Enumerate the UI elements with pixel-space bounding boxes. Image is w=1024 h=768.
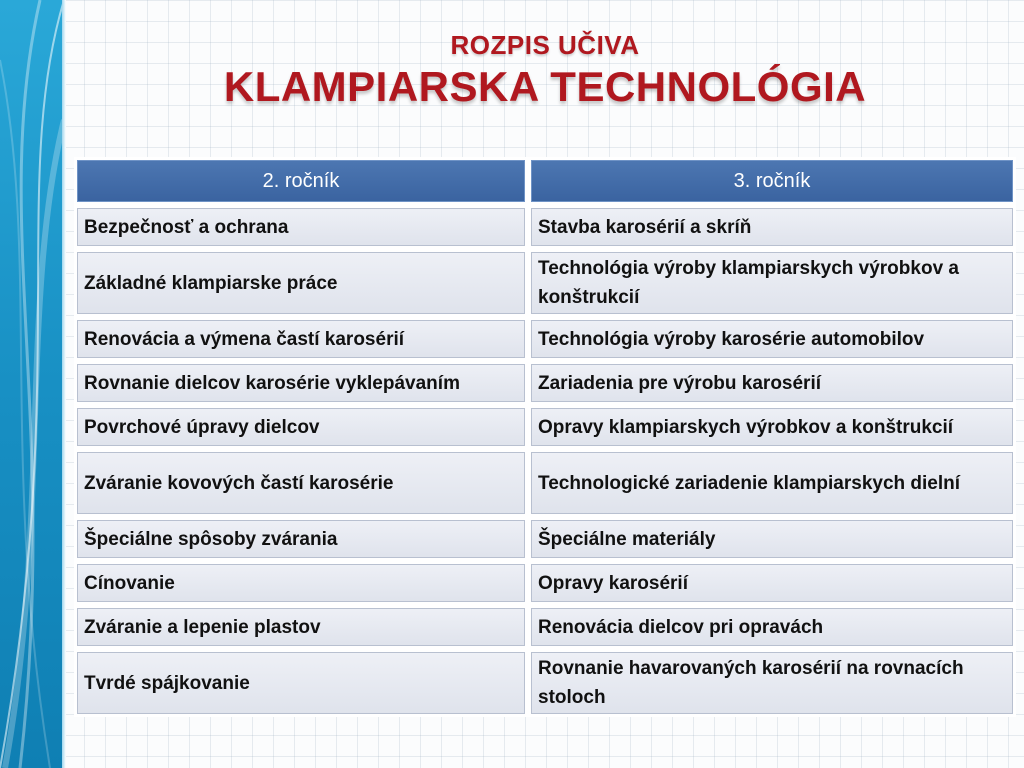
table-row <box>74 517 1016 561</box>
cell-text: Bezpečnosť a ochrana <box>84 216 289 238</box>
table-cell <box>528 205 1016 249</box>
slide-title <box>66 30 1024 111</box>
header-label: 2. ročník <box>262 169 340 192</box>
table-row <box>74 449 1016 517</box>
cell-text: Tvrdé spájkovanie <box>84 672 250 694</box>
table-cell <box>528 317 1016 361</box>
table-cell <box>74 249 528 317</box>
cell-text: Zariadenia pre výrobu karosérií <box>538 372 822 394</box>
table-row <box>74 405 1016 449</box>
cell-text: Technológia výroby klampiarskych výrobkov a konštrukcií <box>538 258 959 308</box>
cell-text: Opravy karosérií <box>538 572 688 594</box>
cell-text: Zváranie kovových častí karosérie <box>84 472 394 494</box>
curriculum-table <box>74 157 1016 717</box>
table-cell <box>528 449 1016 517</box>
table-cell <box>74 605 528 649</box>
table-cell <box>528 405 1016 449</box>
cell-text: Renovácia a výmena častí karosérií <box>84 328 405 350</box>
cell-text: Špeciálne materiály <box>538 528 716 550</box>
table-row <box>74 605 1016 649</box>
table-cell <box>74 317 528 361</box>
table-row <box>74 205 1016 249</box>
table-row <box>74 561 1016 605</box>
cell-text: Cínovanie <box>84 572 175 594</box>
table-cell <box>74 561 528 605</box>
table-cell <box>528 649 1016 717</box>
table-row <box>74 317 1016 361</box>
cell-text: Technológia výroby karosérie automobilov <box>538 328 925 350</box>
table-row <box>74 249 1016 317</box>
cell-text: Rovnanie dielcov karosérie vyklepávaním <box>84 372 460 394</box>
cell-text: Renovácia dielcov pri opravách <box>538 616 824 638</box>
header-label: 3. ročník <box>733 169 811 192</box>
table-row <box>74 649 1016 717</box>
cell-text: Povrchové úpravy dielcov <box>84 416 320 438</box>
table-header-row <box>74 157 1016 205</box>
table-cell <box>528 561 1016 605</box>
slide-main-title: KLAMPIARSKA TECHNOLÓGIA <box>223 63 867 110</box>
header-cell-year-2 <box>74 157 528 205</box>
table-row <box>74 361 1016 405</box>
cell-text: Rovnanie havarovaných karosérií na rovnacích stoloch <box>538 658 964 708</box>
cell-text: Opravy klampiarskych výrobkov a konštrukcií <box>538 416 954 438</box>
table-cell <box>74 517 528 561</box>
cell-text: Stavba karosérií a skríň <box>538 216 752 238</box>
wave-decoration <box>0 0 64 768</box>
header-cell-year-3 <box>528 157 1016 205</box>
table-cell <box>528 249 1016 317</box>
table-cell <box>74 405 528 449</box>
cell-text: Základné klampiarske práce <box>84 272 338 294</box>
table-cell <box>74 449 528 517</box>
slide-subtitle: ROZPIS UČIVA <box>450 30 640 60</box>
cell-text: Špeciálne spôsoby zvárania <box>84 528 338 550</box>
cell-text: Zváranie a lepenie plastov <box>84 616 321 638</box>
table-cell <box>74 649 528 717</box>
table-cell <box>74 205 528 249</box>
table-cell <box>528 605 1016 649</box>
table-cell <box>528 361 1016 405</box>
cell-text: Technologické zariadenie klampiarskych dielní <box>538 472 961 494</box>
table-cell <box>74 361 528 405</box>
table-cell <box>528 517 1016 561</box>
decorative-side-band <box>0 0 64 768</box>
side-band-edge <box>62 0 66 768</box>
